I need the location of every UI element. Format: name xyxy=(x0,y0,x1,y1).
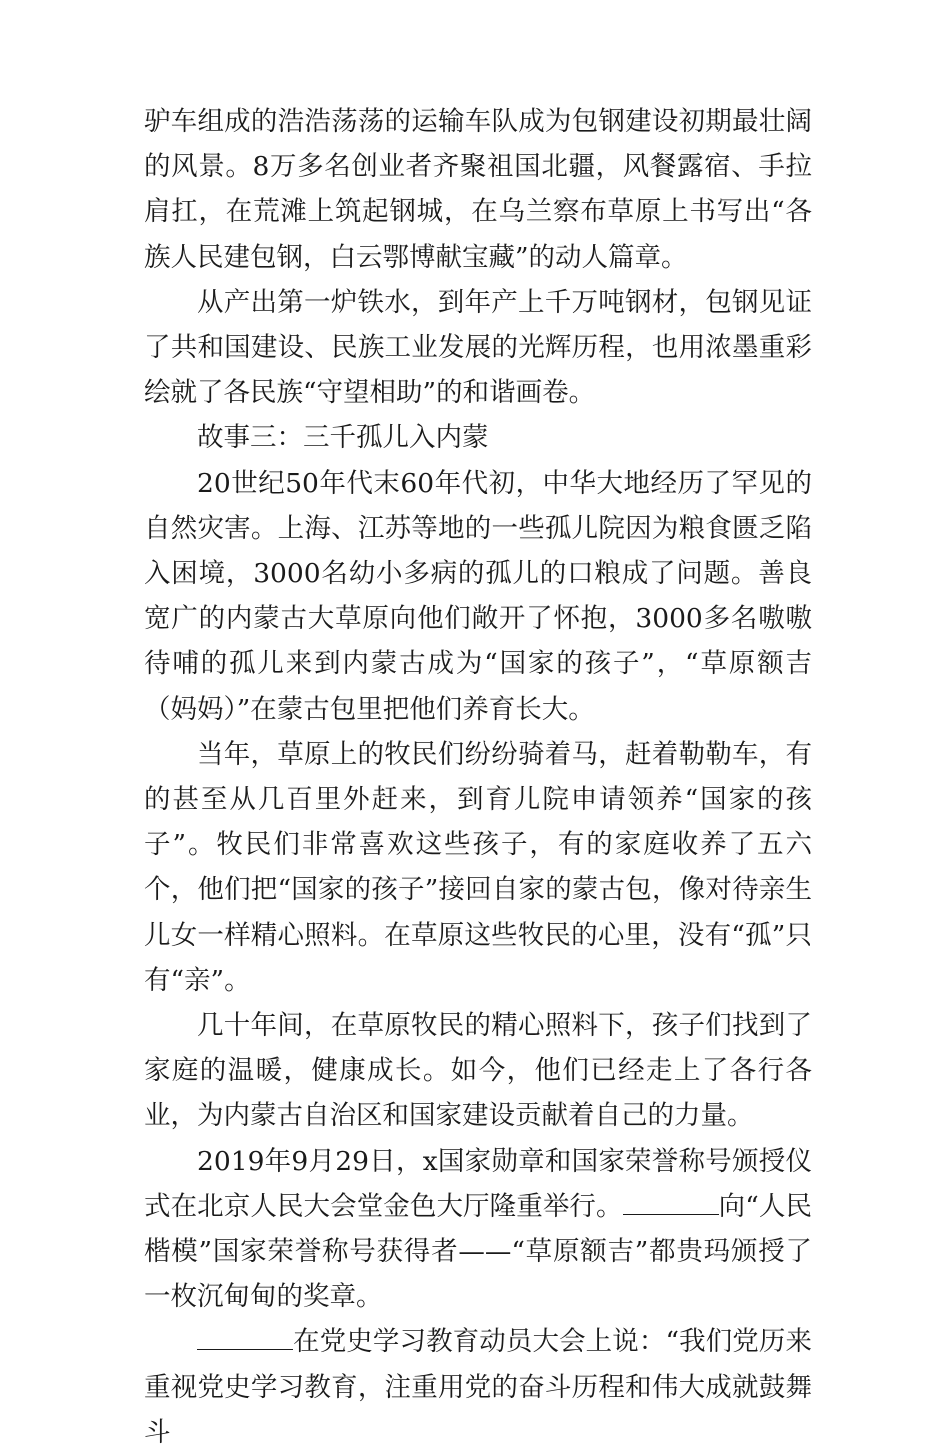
blank-underline xyxy=(197,1321,293,1350)
paragraph-party-history-speech xyxy=(144,1319,812,1455)
paragraph-medal-ceremony xyxy=(144,1139,812,1320)
medal-ceremony-text-after: 向“人民楷模”国家荣誉称号获得者——“草原额吉”都贵玛颁授了一枚沉甸甸的奖章。 xyxy=(144,1190,812,1313)
blank-underline xyxy=(623,1186,719,1215)
paragraph-orphans-arrival: 20世纪50年代末60年代初，中华大地经历了罕见的自然灾害。上海、江苏等地的一些孤儿院因为粮食匮乏陷入困境，3000名幼小多病的孤儿的口粮成了问题。善良宽广的内蒙古大草原向他们敞开了怀抱，3000多名嗷嗷待哺的孤儿来到内蒙古成为“国家的孩子”，“草原额吉（妈妈）”在蒙古包里把他们养育长大。 xyxy=(144,467,812,725)
medal-ceremony-text-before: 2019年9月29日，x国家勋章和国家荣誉称号颁授仪式在北京人民大会堂金色大厅隆重举行。 xyxy=(144,1145,812,1222)
story-three-heading: 故事三：三千孤儿入内蒙 xyxy=(197,422,489,454)
party-history-speech-text: 在党史学习教育动员大会上说：“我们党历来重视党史学习教育，注重用党的奋斗历程和伟大成就鼓舞斗 xyxy=(144,1326,812,1448)
paragraph-herders-adoption: 当年，草原上的牧民们纷纷骑着马，赶着勒勒车，有的甚至从几百里外赶来，到育儿院申请领养“国家的孩子”。牧民们非常喜欢这些孩子，有的家庭收养了五六个，他们把“国家的孩子”接回自家的蒙古包，像对待亲生儿女一样精心照料。在草原这些牧民的心里，没有“孤”只有“亲”。 xyxy=(144,738,812,996)
paragraph-children-grow-up: 几十年间，在草原牧民的精心照料下，孩子们找到了家庭的温暖，健康成长。如今，他们已经走上了各行各业，为内蒙古自治区和国家建设贡献着自己的力量。 xyxy=(144,1010,812,1132)
paragraph-baotou-steel-history: 从产出第一炉铁水，到年产上千万吨钢材，包钢见证了共和国建设、民族工业发展的光辉历程，也用浓墨重彩绘就了各民族“守望相助”的和谐画卷。 xyxy=(144,286,812,409)
paragraph-baotou-steel-transport: 驴车组成的浩浩荡荡的运输车队成为包钢建设初期最壮阔的风景。8万多名创业者齐聚祖国北疆，风餐露宿、手拉肩扛，在荒滩上筑起钢城，在乌兰察布草原上书写出“各族人民建包钢，白云鄂博献宝藏”的动人篇章。 xyxy=(144,106,812,273)
document-page xyxy=(144,99,812,1455)
